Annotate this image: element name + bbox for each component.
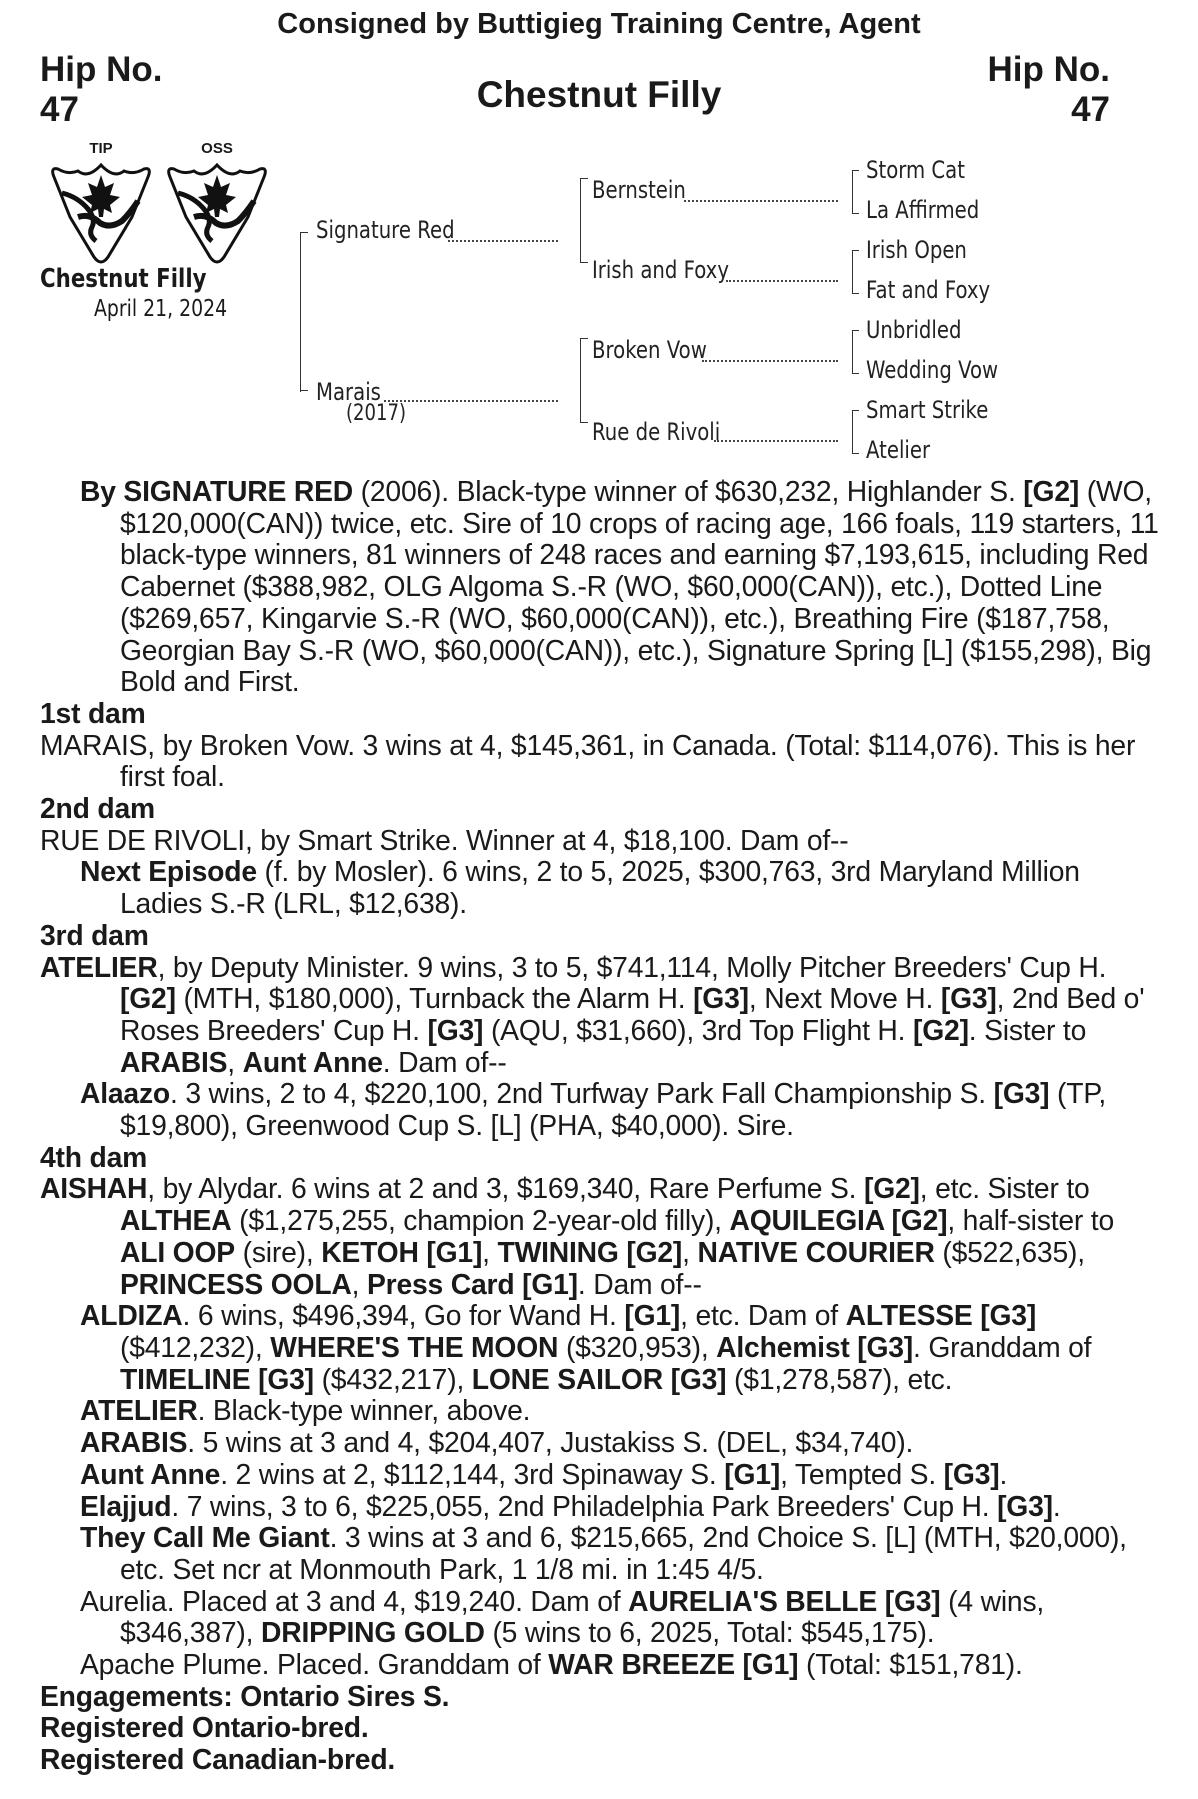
pedigree-dam-dam: Rue de Rivoli (592, 418, 721, 446)
bold-segment: [G3] (943, 1457, 1000, 1490)
text-seg: . Dam of-- (382, 1045, 507, 1078)
pedigree-ggs-6: Wedding Vow (866, 356, 999, 384)
maple-shield-icon (48, 157, 154, 269)
pedigree-bracket-2b (580, 338, 581, 422)
produce-name: ATELIER (80, 1394, 198, 1427)
grade: [G2] (863, 1172, 920, 1205)
registration-canada: Registered Canadian-bred. (40, 1743, 396, 1776)
pedigree-dots (726, 280, 838, 282)
bracket-tick (580, 338, 588, 339)
produce-name: ALDIZA (80, 1299, 183, 1332)
pedigree-ggs-2: La Affirmed (866, 196, 980, 224)
sibling-name: NATIVE COURIER (697, 1235, 935, 1268)
dam4-text (40, 1173, 1160, 1300)
produce-name: ARABIS (80, 1426, 188, 1459)
text-segment: , Tempted S. (780, 1457, 944, 1490)
produce-name: They Call Me Giant (80, 1521, 330, 1554)
pedigree-dots (448, 240, 558, 242)
bold-segment: TIMELINE [G3] (120, 1362, 314, 1395)
dam3-text (40, 952, 1160, 1079)
text-segment: . 3 wins at 3 and 6, $215,665, 2nd Choice S. [L] (MTH, $20,000), etc. Set ncr at Monmouth Park, 1 1/8 mi. in 1:45 4/5. (120, 1521, 1127, 1585)
text-segment: (Total: $151,781). (798, 1648, 1023, 1681)
horse-name: Chestnut Filly (40, 264, 207, 294)
pedigree-dam-sire: Broken Vow (592, 336, 707, 364)
text-segment: . Placed. Granddam of (261, 1648, 549, 1681)
sibling-name: ARABIS (120, 1045, 228, 1078)
text-seg: (sire), (234, 1235, 322, 1268)
bold-segment: [G1] (724, 1457, 781, 1490)
pedigree-ggs-1: Storm Cat (866, 156, 965, 184)
foal-text: (f. by Mosler). 6 wins, 2 to 5, 2025, $300,763, 3rd Maryland Million Ladies S.-R (LRL, $12,638). (120, 855, 1080, 920)
hip-number-right: 47 (1071, 90, 1110, 129)
pedigree-dots (384, 400, 558, 402)
text-seg: ($1,275,255, champion 2-year-old filly), (231, 1204, 730, 1237)
dam4-heading: 4th dam (40, 1140, 148, 1173)
bold-segment: WAR BREEZE [G1] (548, 1648, 799, 1681)
produce-item (40, 1586, 1160, 1649)
pedigree-dam: Marais (316, 378, 381, 406)
pedigree-bracket-2a (580, 178, 581, 262)
dam3-name: ATELIER (40, 950, 158, 983)
produce-list (40, 1300, 1160, 1680)
text-segment: ($320,953), (558, 1330, 717, 1363)
text-seg: , (351, 1267, 367, 1300)
text-seg: , etc. Sister to (919, 1172, 1090, 1205)
text-seg: . Sister to (968, 1013, 1087, 1046)
text-seg: ($522,635), (934, 1235, 1085, 1268)
sibling-name: ALI OOP (120, 1235, 235, 1268)
grade: [G2] (1023, 475, 1080, 507)
text-seg: . Dam of-- (577, 1267, 702, 1300)
hip-label-text: Hip No. (987, 50, 1110, 89)
pedigree-bracket-3c (852, 330, 859, 374)
grade: [G3] (693, 982, 749, 1015)
pedigree-ggs-7: Smart Strike (866, 396, 989, 424)
maple-shield-icon (164, 157, 270, 269)
produce-name: Apache Plume (80, 1648, 262, 1681)
grade: [G3] (940, 982, 997, 1015)
foal-name: Alaazo (80, 1077, 171, 1110)
dam1-text: MARAIS, by Broken Vow. 3 wins at 4, $145,361, in Canada. (Total: $114,076). This is her first foal. (40, 728, 1136, 793)
dam4-name: AISHAH (40, 1172, 148, 1205)
text-segment: . 6 wins, $496,394, Go for Wand H. (182, 1299, 625, 1332)
bracket-tick (580, 178, 588, 179)
catalog-body (40, 476, 1160, 1776)
pedigree-dots (714, 440, 838, 442)
produce-name: Aurelia (80, 1584, 167, 1617)
text-seg: , (682, 1235, 698, 1268)
tip-logo-label: TIP (89, 140, 113, 157)
sire-text: (2006). Black-type winner of $630,232, Highlander S. (353, 475, 1024, 507)
pedigree-ggs-4: Fat and Foxy (866, 276, 991, 304)
text-segment: . Placed at 3 and 4, $19,240. Dam of (166, 1584, 629, 1617)
grade: [G2] (913, 1013, 969, 1046)
pedigree-dots (702, 360, 838, 362)
oss-logo (164, 140, 270, 274)
foaling-date: April 21, 2024 (94, 296, 228, 322)
text-seg: . 3 wins, 2 to 4, $220,100, 2nd Turfway Park Fall Championship S. (170, 1077, 994, 1110)
text-seg: , by Deputy Minister. 9 wins, 3 to 5, $741,114, Molly Pitcher Breeders' Cup H. (157, 950, 1107, 983)
bold-segment: WHERE'S THE MOON (270, 1330, 559, 1363)
text-segment: . Black-type winner, above. (197, 1394, 531, 1427)
bracket-tick (300, 232, 308, 233)
pedigree-dam-year: (2017) (346, 401, 406, 426)
sibling-name: Press Card [G1] (367, 1267, 578, 1300)
text-seg: , 2nd Bed o' Roses Breeders' Cup H. (120, 982, 1145, 1046)
hip-label-text: Hip No. (40, 50, 163, 89)
text-segment: . Granddam of (913, 1330, 1092, 1363)
sibling-name: AQUILEGIA [G2] (729, 1204, 948, 1237)
page-title: Chestnut Filly (476, 74, 722, 115)
bold-segment: [G1] (624, 1299, 681, 1332)
pedigree-bracket-3a (852, 170, 859, 214)
text-seg: (TP, $19,800), Greenwood Cup S. [L] (PHA, $40,000). Sire. (120, 1077, 1107, 1142)
bold-segment: LONE SAILOR [G3] (471, 1362, 727, 1395)
text-segment: . (1052, 1489, 1061, 1522)
produce-item (40, 1395, 1160, 1427)
bold-segment: [G3] (997, 1489, 1053, 1522)
dam3-heading: 3rd dam (40, 918, 149, 951)
produce-item (40, 1491, 1160, 1523)
produce-name: Elajjud (80, 1489, 172, 1522)
text-seg: (AQU, $31,660), 3rd Top Flight H. (483, 1013, 913, 1046)
produce-name: Aunt Anne (80, 1457, 221, 1490)
pedigree-sire-sire: Bernstein (592, 176, 686, 204)
hip-number-left: 47 (40, 90, 79, 129)
text-seg: , (227, 1045, 243, 1078)
text-segment: (4 wins, $346,387), (120, 1584, 1045, 1649)
dam2-heading: 2nd dam (40, 792, 155, 825)
text-seg: , by Alydar. 6 wins at 2 and 3, $169,340, Rare Perfume S. (147, 1172, 864, 1205)
produce-item (40, 1522, 1160, 1585)
sire-paragraph (40, 476, 1160, 698)
pedigree-ggs-3: Irish Open (866, 236, 967, 264)
text-seg: (MTH, $180,000), Turnback the Alarm H. (175, 982, 694, 1015)
bracket-tick (580, 262, 588, 263)
grade: [G2] (120, 982, 176, 1015)
produce-item (40, 1427, 1160, 1459)
sibling-name: Aunt Anne (242, 1045, 383, 1078)
text-segment: . 5 wins at 3 and 4, $204,407, Justakiss S. (DEL, $34,740). (187, 1426, 914, 1459)
bold-segment: DRIPPING GOLD (260, 1616, 485, 1649)
sibling-name: PRINCESS OOLA (120, 1267, 352, 1300)
registration-ontario: Registered Ontario-bred. (40, 1711, 369, 1744)
pedigree-sire: Signature Red (316, 216, 455, 244)
sibling-name: KETOH [G1] (321, 1235, 483, 1268)
bracket-tick (300, 390, 308, 391)
dam2-foal (40, 856, 1160, 919)
grade: [G3] (427, 1013, 484, 1046)
sibling-name: TWINING [G2] (497, 1235, 683, 1268)
text-segment: ($412,232), (120, 1330, 271, 1363)
oss-logo-label: OSS (201, 140, 233, 157)
produce-item (40, 1300, 1160, 1395)
dam2-text: RUE DE RIVOLI, by Smart Strike. Winner at 4, $18,100. Dam of-- (40, 823, 849, 856)
dam3-foal (40, 1078, 1160, 1141)
produce-item (40, 1649, 1160, 1681)
consignor-line: Consigned by Buttigieg Training Centre, Agent (277, 8, 921, 40)
foal-name: Next Episode (80, 855, 257, 888)
bracket-tick (580, 422, 588, 423)
pedigree-ggs-5: Unbridled (866, 316, 962, 344)
dam1-heading: 1st dam (40, 696, 146, 729)
bold-segment: AURELIA'S BELLE [G3] (628, 1584, 941, 1617)
text-segment: ($1,278,587), etc. (726, 1362, 953, 1395)
produce-item (40, 1459, 1160, 1491)
pedigree-bracket-3d (852, 410, 859, 454)
pedigree-dots (684, 200, 838, 202)
pedigree-sire-dam: Irish and Foxy (592, 256, 729, 284)
engagements: Engagements: Ontario Sires S. (40, 1679, 450, 1712)
text-seg: , half-sister to (947, 1204, 1114, 1237)
sire-text: (WO, $120,000(CAN)) twice, etc. Sire of 10 crops of racing age, 166 foals, 119 starters, 11 black-type winners, 81 winners of 248 races and earning $7,193,615, including Red Cabernet ($388,982, OLG Algoma S.-R (WO, $60,000(CAN)), etc.), Dotted Line ($269,657, Kingarvie S.-R (WO, $60,000(CAN)), etc.), Breathing Fire ($187,758, Georgian Bay S.-R (WO, $60,000(CAN)), etc.), Signature Spring [L] ($155,298), Big Bold and First. (120, 475, 1159, 698)
text-segment: ($432,217), (313, 1362, 472, 1395)
bold-segment: ALTESSE [G3] (845, 1299, 1037, 1332)
sibling-name: ALTHEA (120, 1204, 232, 1237)
text-segment: . 2 wins at 2, $112,144, 3rd Spinaway S. (220, 1457, 725, 1490)
text-segment: , etc. Dam of (680, 1299, 846, 1332)
text-segment: . (999, 1457, 1008, 1490)
bold-segment: Alchemist [G3] (716, 1330, 914, 1363)
pedigree-bracket-1 (300, 232, 301, 392)
sire-lead: By SIGNATURE RED (80, 475, 353, 507)
tip-logo (48, 140, 154, 274)
pedigree-ggs-8: Atelier (866, 436, 931, 464)
pedigree-bracket-3b (852, 250, 859, 294)
text-segment: . 7 wins, 3 to 6, $225,055, 2nd Philadelphia Park Breeders' Cup H. (171, 1489, 998, 1522)
text-seg: , Next Move H. (748, 982, 941, 1015)
text-seg: , (482, 1235, 498, 1268)
text-segment: (5 wins to 6, 2025, Total: $545,175). (484, 1616, 935, 1649)
grade: [G3] (993, 1077, 1050, 1110)
